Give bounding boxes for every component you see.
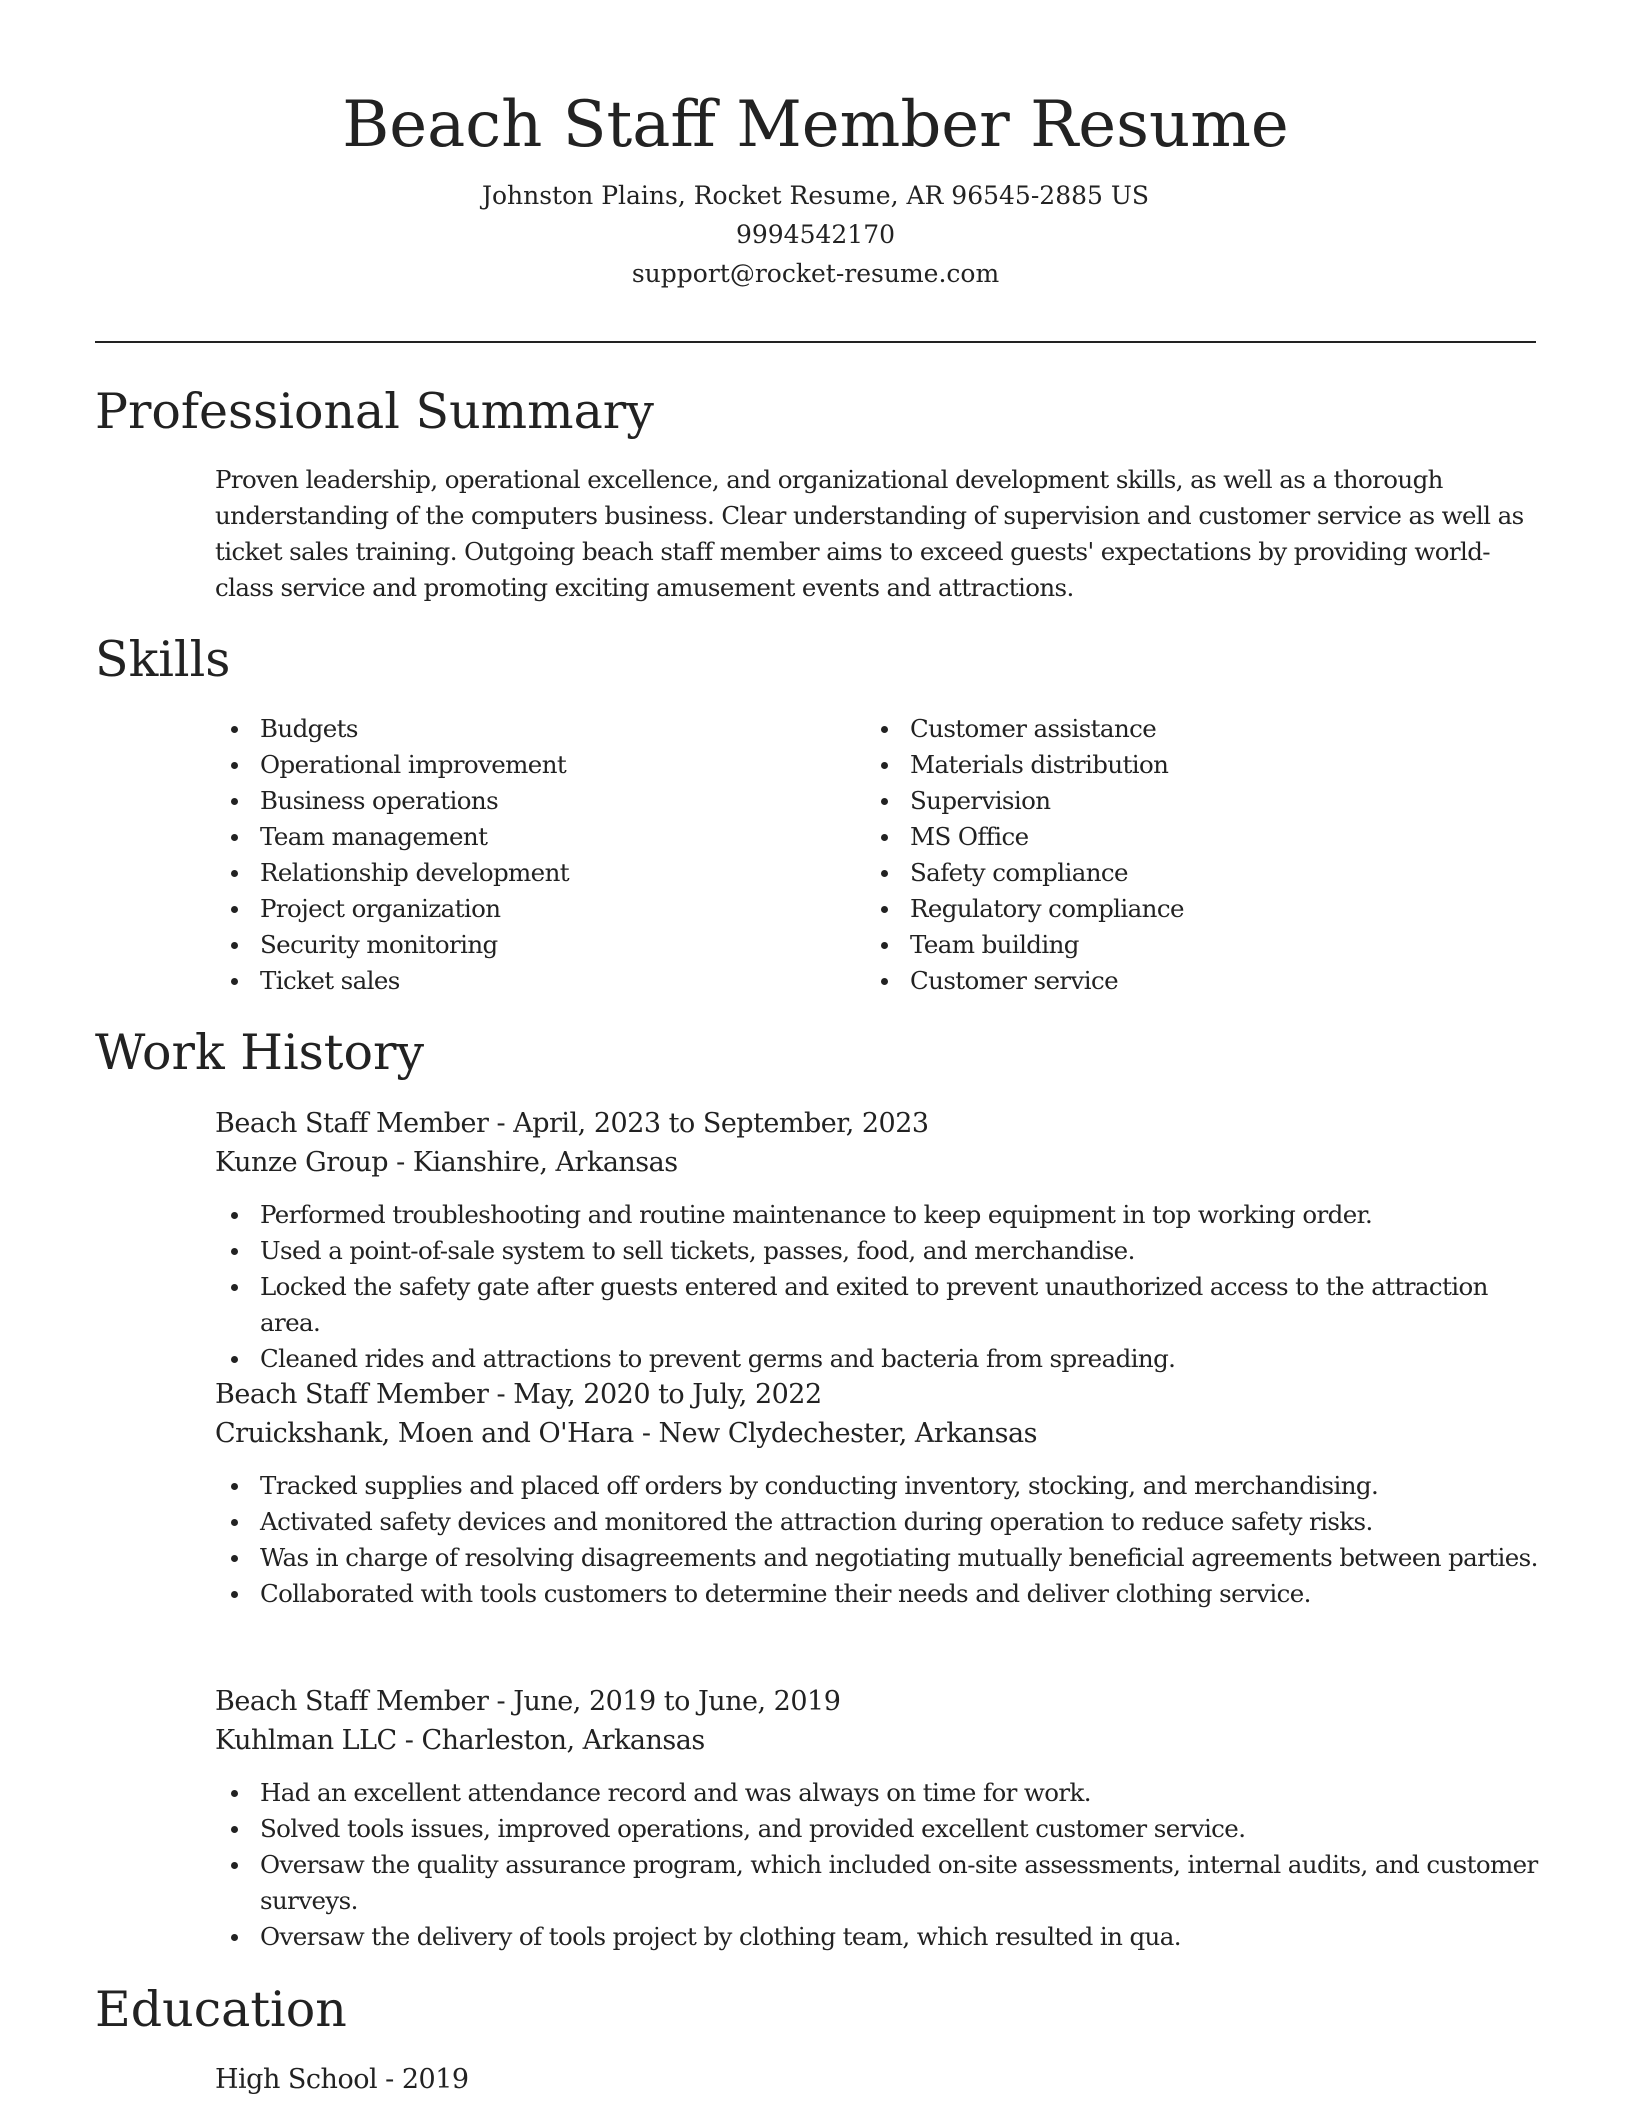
contact-email: support@rocket-resume.com xyxy=(631,259,1000,288)
skill-item: Customer service xyxy=(865,963,1184,999)
job-bullet: Solved tools issues, improved operations, and provided excellent customer service. xyxy=(215,1811,1555,1847)
skill-item: Ticket sales xyxy=(215,963,569,999)
skill-item: Supervision xyxy=(865,783,1184,819)
contact-address: Johnston Plains, Rocket Resume, AR 96545-2885 US xyxy=(481,181,1150,210)
skill-item: Security monitoring xyxy=(215,927,569,963)
skill-item: Customer assistance xyxy=(865,711,1184,747)
job-title-line xyxy=(215,1682,1555,1721)
skill-item: Operational improvement xyxy=(215,747,569,783)
skill-item: Business operations xyxy=(215,783,569,819)
skill-item: Safety compliance xyxy=(865,855,1184,891)
job-location: - New Clydechester, Arkansas xyxy=(633,1418,1037,1449)
job-dates: - April, 2023 to September, 2023 xyxy=(488,1108,929,1139)
job-title: Beach Staff Member xyxy=(215,1379,489,1410)
job-bullet: Used a point-of-sale system to sell tickets, passes, food, and merchandise. xyxy=(215,1233,1555,1269)
skill-item: Materials distribution xyxy=(865,747,1184,783)
job-bullet: Tracked supplies and placed off orders by conducting inventory, stocking, and merchandising. xyxy=(215,1468,1555,1504)
education-degree: High School xyxy=(215,2064,378,2095)
education-entry xyxy=(215,2060,469,2099)
skill-item: MS Office xyxy=(865,819,1184,855)
job-dates: - May, 2020 to July, 2022 xyxy=(488,1379,822,1410)
skill-item: Budgets xyxy=(215,711,569,747)
job-location: - Kianshire, Arkansas xyxy=(388,1147,678,1178)
job-company-line xyxy=(215,1414,1555,1453)
skill-item: Team management xyxy=(215,819,569,855)
job-company: Kunze Group xyxy=(215,1147,389,1178)
job-bullets xyxy=(215,1197,1555,1377)
skills-heading: Skills xyxy=(95,631,231,688)
job-title: Beach Staff Member xyxy=(215,1686,489,1717)
education-heading: Education xyxy=(95,1981,347,2038)
skill-item: Project organization xyxy=(215,891,569,927)
job-bullet: Oversaw the quality assurance program, which included on-site assessments, internal audits, and customer surveys. xyxy=(215,1847,1555,1919)
job-entry xyxy=(215,1375,1555,1612)
skills-list-left xyxy=(215,711,569,999)
job-bullet: Had an excellent attendance record and was always on time for work. xyxy=(215,1775,1555,1811)
job-company-line xyxy=(215,1143,1555,1182)
skill-item: Regulatory compliance xyxy=(865,891,1184,927)
job-company: Kuhlman LLC xyxy=(215,1725,397,1756)
work-history-heading: Work History xyxy=(95,1024,425,1081)
job-bullet: Performed troubleshooting and routine maintenance to keep equipment in top working order. xyxy=(215,1197,1555,1233)
education-year: - 2019 xyxy=(377,2064,469,2095)
job-entry xyxy=(215,1682,1555,1955)
job-bullets xyxy=(215,1775,1555,1955)
job-bullet: Collaborated with tools customers to determine their needs and deliver clothing service. xyxy=(215,1576,1555,1612)
summary-heading: Professional Summary xyxy=(95,383,654,440)
contact-info xyxy=(95,176,1536,293)
job-bullet: Activated safety devices and monitored the attraction during operation to reduce safety risks. xyxy=(215,1504,1555,1540)
job-title: Beach Staff Member xyxy=(215,1108,489,1139)
skill-item: Relationship development xyxy=(215,855,569,891)
job-title-line xyxy=(215,1104,1555,1143)
job-bullet: Locked the safety gate after guests entered and exited to prevent unauthorized access to the attraction area. xyxy=(215,1269,1555,1341)
job-dates: - June, 2019 to June, 2019 xyxy=(488,1686,841,1717)
job-company-line xyxy=(215,1721,1555,1760)
job-company: Cruickshank, Moen and O'Hara xyxy=(215,1418,634,1449)
skill-item: Team building xyxy=(865,927,1184,963)
job-bullet: Was in charge of resolving disagreements and negotiating mutually beneficial agreements between parties. xyxy=(215,1540,1555,1576)
job-location: - Charleston, Arkansas xyxy=(396,1725,705,1756)
job-bullets xyxy=(215,1468,1555,1612)
job-bullet: Cleaned rides and attractions to prevent germs and bacteria from spreading. xyxy=(215,1341,1555,1377)
header-divider xyxy=(95,341,1536,343)
resume-title: Beach Staff Member Resume xyxy=(342,88,1289,162)
resume-header xyxy=(95,84,1536,293)
skills-list-right xyxy=(865,711,1184,999)
job-bullet: Oversaw the delivery of tools project by clothing team, which resulted in qua. xyxy=(215,1919,1555,1955)
job-entry xyxy=(215,1104,1555,1377)
summary-text: Proven leadership, operational excellence, and organizational development skills, as well as a thorough understanding of the computers business. Clear understanding of supervision and customer service as well as ticket sales training. Outgoing beach staff member aims to exceed guests' expectations by providing world-class service and promoting exciting amusement events and attractions. xyxy=(215,465,1524,602)
job-title-line xyxy=(215,1375,1555,1414)
contact-phone: 9994542170 xyxy=(735,220,896,249)
